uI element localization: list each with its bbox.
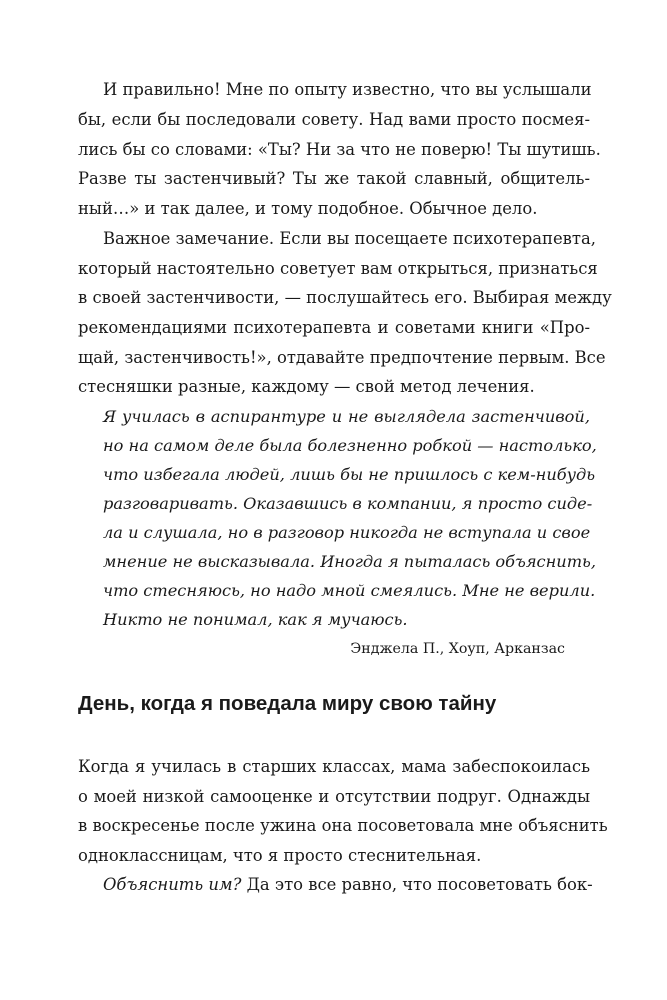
- body-text-line: стесняшки разные, каждому — свой метод лечения.: [78, 377, 535, 396]
- quote-line: что стесняюсь, но надо мной смеялись. Мне не верили.: [103, 581, 596, 600]
- body-text-line: о моей низкой самооценке и отсутствии подруг. Однажды: [78, 787, 590, 806]
- quote-line: мнение не высказывала. Иногда я пыталась объяснить,: [103, 552, 596, 571]
- body-text-line: ный…» и так далее, и тому подобное. Обычное дело.: [78, 199, 538, 218]
- body-text-span: Да это все равно, что посоветовать бок-: [241, 875, 593, 894]
- body-text-line: [103, 870, 593, 900]
- body-text-line: Важное замечание. Если вы посещаете психотерапевта,: [103, 229, 596, 248]
- body-text-line: щай, застенчивость!», отдавайте предпочтение первым. Все: [78, 348, 606, 367]
- body-text-line: одноклассницам, что я просто стеснительная.: [78, 846, 482, 865]
- quote-line: но на самом деле была болезненно робкой — настолько,: [103, 436, 597, 455]
- body-text-line: бы, если бы последовали совету. Над вами просто посмея-: [78, 110, 590, 129]
- quote-attribution: Энджела П., Хоуп, Арканзас: [350, 641, 565, 657]
- italic-phrase: Объяснить им?: [103, 875, 242, 894]
- section-heading: День, когда я поведала миру свою тайну: [78, 692, 497, 715]
- quote-line: что избегала людей, лишь бы не пришлось с кем-нибудь: [103, 465, 596, 484]
- body-text-line: И правильно! Мне по опыту известно, что вы услышали: [103, 80, 592, 99]
- body-text-line: в воскресенье после ужина она посоветовала мне объяснить: [78, 816, 608, 835]
- body-text-line: в своей застенчивости, — послушайтесь его. Выбирая между: [78, 288, 612, 307]
- body-text-line: лись бы со словами: «Ты? Ни за что не поверю! Ты шутишь.: [78, 140, 601, 159]
- body-text-line: Разве ты застенчивый? Ты же такой славный, общитель-: [78, 169, 590, 188]
- quote-line: Никто не понимал, как я мучаюсь.: [103, 610, 408, 629]
- body-text-line: Когда я училась в старших классах, мама забеспокоилась: [78, 757, 590, 776]
- quote-line: Я училась в аспирантуре и не выглядела застенчивой,: [103, 407, 590, 426]
- quote-line: разговаривать. Оказавшись в компании, я просто сиде-: [103, 494, 593, 513]
- body-text-line: который настоятельно советует вам открыться, признаться: [78, 259, 598, 278]
- quote-line: ла и слушала, но в разговор никогда не вступала и свое: [103, 523, 591, 542]
- body-text-line: рекомендациями психотерапевта и советами книги «Про-: [78, 318, 590, 337]
